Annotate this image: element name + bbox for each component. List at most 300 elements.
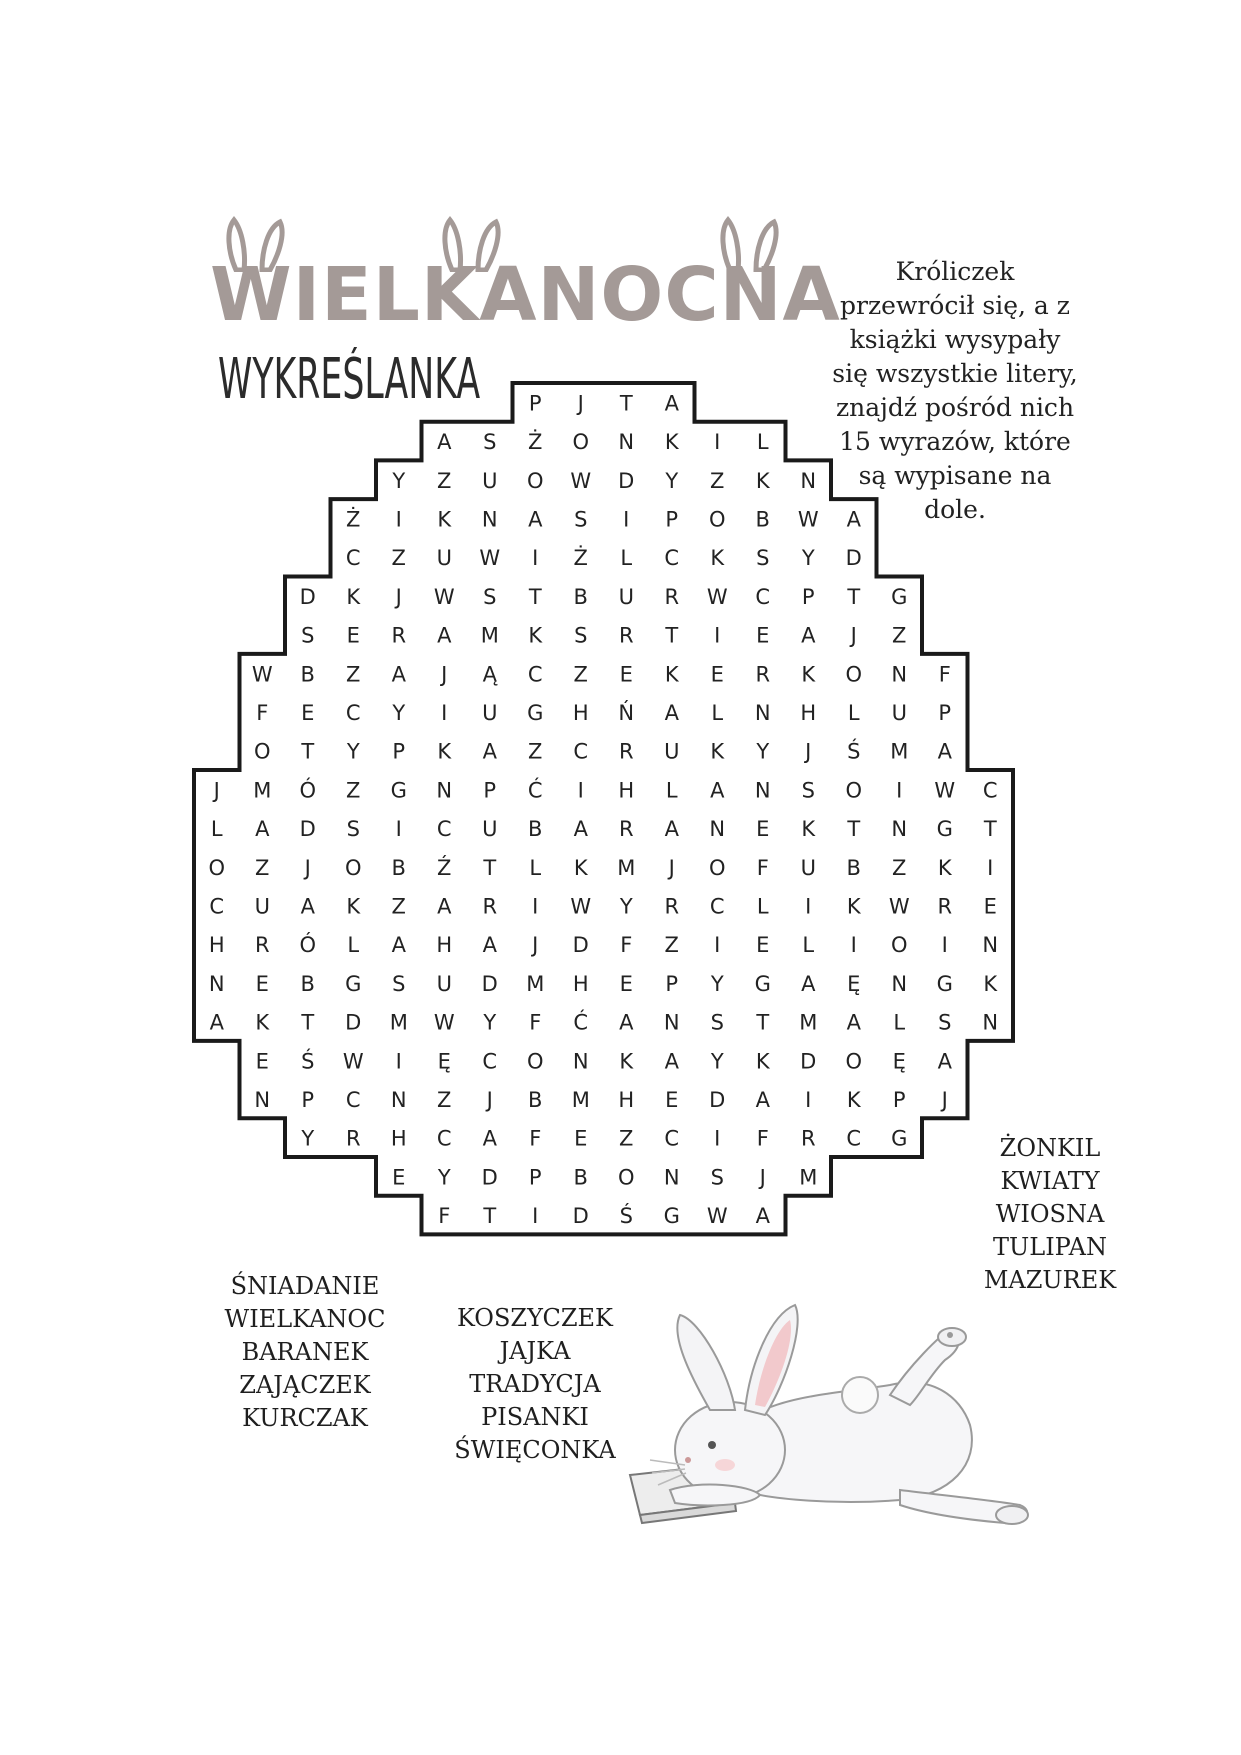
grid-letter: S	[710, 1010, 724, 1035]
grid-letter: M	[890, 739, 909, 764]
grid-letter: F	[438, 1204, 451, 1229]
grid-letter: D	[299, 817, 316, 842]
grid-letter: Ą	[482, 662, 497, 687]
grid-letter: Ć	[527, 778, 543, 803]
word-item: ŚWIĘCONKA	[454, 1436, 616, 1464]
grid-letter: N	[891, 971, 908, 996]
grid-letter: O	[845, 778, 863, 803]
grid-letter: L	[210, 817, 223, 842]
grid-letter: Z	[892, 855, 907, 880]
grid-letter: P	[392, 739, 406, 764]
grid-letter: G	[936, 971, 953, 996]
grid-letter: A	[755, 1204, 770, 1229]
grid-letter: K	[346, 584, 361, 609]
grid-letter: L	[529, 855, 542, 880]
grid-letter: K	[528, 623, 543, 648]
grid-letter: W	[570, 894, 592, 919]
grid-letter: K	[664, 662, 679, 687]
grid-letter: S	[938, 1010, 952, 1035]
grid-letter: J	[486, 1087, 493, 1112]
grid-letter: E	[255, 971, 269, 996]
instruction-line: 15 wyrazów, które	[839, 427, 1071, 456]
grid-letter: C	[664, 1126, 680, 1151]
grid-letter: T	[756, 1010, 770, 1035]
grid-letter: T	[483, 855, 497, 880]
grid-letter: T	[301, 1010, 315, 1035]
grid-letter: I	[577, 778, 584, 803]
grid-letter: Z	[664, 933, 679, 958]
grid-letter: H	[208, 933, 225, 958]
grid-letter: Y	[710, 971, 724, 996]
grid-letter: S	[756, 546, 770, 571]
word-item: MAZUREK	[983, 1266, 1117, 1294]
grid-letter: J	[213, 778, 220, 803]
grid-letter: P	[528, 1165, 542, 1190]
grid-letter: J	[577, 391, 584, 416]
grid-letter: A	[619, 1010, 634, 1035]
grid-letter: Y	[619, 894, 633, 919]
grid-letter: A	[846, 507, 861, 532]
grid-letter: D	[572, 1204, 589, 1229]
grid-letter: D	[709, 1087, 726, 1112]
grid-letter: W	[706, 584, 728, 609]
grid-letter: T	[483, 1204, 497, 1229]
grid-letter: Z	[710, 468, 725, 493]
instruction-line: są wypisane na	[858, 461, 1052, 490]
grid-letter: U	[436, 546, 452, 571]
instruction-line: przewrócił się, a z	[840, 291, 1070, 320]
grid-letter: C	[209, 894, 225, 919]
grid-letter: N	[663, 1010, 680, 1035]
grid-letter: N	[481, 507, 498, 532]
grid-letter: A	[664, 391, 679, 416]
grid-letter: Z	[573, 662, 588, 687]
grid-letter: W	[706, 1204, 728, 1229]
grid-letter: T	[301, 739, 315, 764]
grid-letter: I	[532, 1204, 539, 1229]
grid-letter: B	[846, 855, 861, 880]
grid-letter: G	[891, 1126, 908, 1151]
grid-letter: O	[845, 1049, 863, 1074]
grid-letter: W	[797, 507, 819, 532]
grid-letter: N	[254, 1087, 271, 1112]
grid-letter: A	[437, 623, 452, 648]
grid-letter: N	[800, 468, 817, 493]
grid-letter: W	[888, 894, 910, 919]
grid-letter: E	[255, 1049, 269, 1074]
grid-letter: A	[391, 662, 406, 687]
grid-letter: Ś	[619, 1204, 633, 1229]
grid-letter: I	[441, 700, 448, 725]
grid-letter: S	[392, 971, 406, 996]
grid-letter: B	[573, 1165, 588, 1190]
grid-letter: S	[483, 584, 497, 609]
grid-letter: P	[892, 1087, 906, 1112]
grid-letter: C	[345, 1087, 361, 1112]
grid-letter: H	[800, 700, 817, 725]
grid-letter: P	[665, 971, 679, 996]
grid-letter: U	[800, 855, 816, 880]
grid-letter: A	[755, 1087, 770, 1112]
grid-letter: Y	[392, 700, 406, 725]
grid-letter: J	[395, 584, 402, 609]
grid-letter: K	[801, 817, 816, 842]
grid-letter: I	[395, 817, 402, 842]
grid-letter: L	[847, 700, 860, 725]
grid-letter: E	[665, 1087, 679, 1112]
grid-letter: Z	[391, 546, 406, 571]
grid-letter: N	[982, 933, 999, 958]
grid-letter: A	[801, 971, 816, 996]
grid-letter: S	[574, 623, 588, 648]
grid-letter: N	[572, 1049, 589, 1074]
grid-letter: G	[345, 971, 362, 996]
grid-letter: O	[708, 507, 726, 532]
grid-letter: W	[251, 662, 273, 687]
grid-letter: R	[664, 584, 680, 609]
grid-letter: Y	[801, 546, 815, 571]
grid-letter: F	[529, 1126, 542, 1151]
grid-letter: N	[891, 662, 908, 687]
grid-letter: R	[254, 933, 270, 958]
grid-letter: Z	[346, 778, 361, 803]
grid-letter: Y	[301, 1126, 315, 1151]
word-item: KWIATY	[1000, 1167, 1100, 1195]
grid-letter: R	[391, 623, 407, 648]
grid-letter: O	[344, 855, 362, 880]
grid-letter: E	[574, 1126, 588, 1151]
grid-letter: R	[618, 817, 634, 842]
grid-letter: A	[482, 739, 497, 764]
grid-letter: R	[345, 1126, 361, 1151]
grid-letter: I	[714, 623, 721, 648]
page-subtitle: WYKREŚLANKA	[218, 347, 481, 412]
word-item: ŚNIADANIE	[230, 1272, 380, 1300]
grid-letter: N	[208, 971, 225, 996]
grid-letter: J	[441, 662, 448, 687]
grid-letter: O	[845, 662, 863, 687]
grid-letter: F	[756, 1126, 769, 1151]
grid-letter: G	[663, 1204, 680, 1229]
grid-letter: W	[570, 468, 592, 493]
grid-letter: R	[664, 894, 680, 919]
grid-letter: J	[532, 933, 539, 958]
grid-letter: Ę	[847, 971, 861, 996]
grid-letter: K	[573, 855, 588, 880]
grid-letter: D	[572, 933, 589, 958]
grid-letter: I	[395, 507, 402, 532]
grid-letter: G	[527, 700, 544, 725]
grid-letter: R	[618, 623, 634, 648]
grid-letter: I	[805, 1087, 812, 1112]
grid-letter: E	[756, 817, 770, 842]
grid-letter: A	[664, 1049, 679, 1074]
grid-letter: I	[941, 933, 948, 958]
grid-letter: R	[755, 662, 771, 687]
grid-letter: B	[300, 662, 315, 687]
grid-letter: M	[389, 1010, 408, 1035]
grid-letter: O	[526, 1049, 544, 1074]
grid-letter: Y	[483, 1010, 497, 1035]
grid-letter: G	[936, 817, 953, 842]
grid-letter: A	[437, 894, 452, 919]
instruction-line: książki wysypały	[849, 325, 1061, 354]
grid-letter: Y	[437, 1165, 451, 1190]
grid-letter: E	[983, 894, 997, 919]
grid-letter: D	[481, 971, 498, 996]
grid-letter: N	[436, 778, 453, 803]
grid-letter: L	[347, 933, 360, 958]
grid-letter: I	[714, 1126, 721, 1151]
word-item: ŻONKIL	[999, 1134, 1101, 1162]
grid-letter: E	[392, 1165, 406, 1190]
grid-letter: H	[618, 1087, 635, 1112]
grid-letter: K	[937, 855, 952, 880]
grid-letter: H	[390, 1126, 407, 1151]
grid-letter: O	[617, 1165, 635, 1190]
grid-letter: K	[801, 662, 816, 687]
grid-letter: W	[342, 1049, 364, 1074]
grid-letter: E	[619, 971, 633, 996]
grid-letter: Ń	[618, 700, 635, 725]
grid-letter: I	[805, 894, 812, 919]
grid-letter: E	[756, 623, 770, 648]
grid-letter: Ę	[892, 1049, 906, 1074]
word-item: KOSZYCZEK	[457, 1304, 613, 1332]
word-item: BARANEK	[241, 1338, 369, 1366]
grid-letter: D	[800, 1049, 817, 1074]
grid-letter: E	[710, 662, 724, 687]
grid-letter: C	[436, 817, 452, 842]
grid-letter: T	[847, 817, 861, 842]
grid-letter: N	[663, 1165, 680, 1190]
grid-letter: R	[937, 894, 953, 919]
grid-letter: D	[481, 1165, 498, 1190]
grid-letter: S	[710, 1165, 724, 1190]
word-item: ZAJĄCZEK	[239, 1371, 371, 1399]
grid-letter: I	[395, 1049, 402, 1074]
grid-letter: C	[573, 739, 589, 764]
grid-letter: A	[937, 1049, 952, 1074]
grid-letter: J	[759, 1165, 766, 1190]
grid-letter: K	[755, 468, 770, 493]
grid-letter: Z	[437, 1087, 452, 1112]
grid-letter: A	[710, 778, 725, 803]
grid-letter: U	[436, 971, 452, 996]
grid-letter: Ó	[299, 933, 317, 958]
grid-letter: W	[934, 778, 956, 803]
grid-letter: B	[573, 584, 588, 609]
grid-letter: Y	[392, 468, 406, 493]
grid-letter: Ż	[528, 430, 543, 455]
grid-letter: E	[619, 662, 633, 687]
grid-letter: K	[664, 430, 679, 455]
grid-letter: A	[528, 507, 543, 532]
grid-letter: R	[618, 739, 634, 764]
grid-letter: A	[437, 430, 452, 455]
grid-letter: D	[618, 468, 635, 493]
word-item: WIELKANOC	[224, 1305, 386, 1333]
grid-letter: Z	[437, 468, 452, 493]
instruction-line: znajdź pośród nich	[835, 393, 1075, 422]
grid-letter: J	[941, 1087, 948, 1112]
grid-letter: L	[711, 700, 724, 725]
grid-letter: N	[390, 1087, 407, 1112]
grid-letter: F	[620, 933, 633, 958]
grid-letter: A	[664, 700, 679, 725]
grid-letter: A	[482, 933, 497, 958]
grid-letter: P	[938, 700, 952, 725]
grid-letter: G	[891, 584, 908, 609]
grid-letter: T	[847, 584, 861, 609]
grid-letter: N	[891, 817, 908, 842]
grid-letter: H	[572, 971, 589, 996]
grid-letter: J	[668, 855, 675, 880]
grid-letter: I	[987, 855, 994, 880]
grid-letter: L	[665, 778, 678, 803]
grid-letter: A	[664, 817, 679, 842]
grid-letter: L	[893, 1010, 906, 1035]
grid-letter: W	[479, 546, 501, 571]
grid-letter: P	[665, 507, 679, 532]
grid-letter: F	[756, 855, 769, 880]
grid-letter: M	[253, 778, 272, 803]
grid-letter: K	[710, 739, 725, 764]
grid-letter: R	[800, 1126, 816, 1151]
grid-letter: L	[802, 933, 815, 958]
grid-letter: P	[301, 1087, 315, 1112]
grid-letter: A	[937, 739, 952, 764]
instruction-line: Króliczek	[895, 257, 1015, 286]
grid-letter: O	[708, 855, 726, 880]
grid-letter: H	[436, 933, 453, 958]
grid-letter: M	[480, 623, 499, 648]
grid-letter: C	[482, 1049, 498, 1074]
grid-letter: C	[982, 778, 998, 803]
grid-letter: M	[571, 1087, 590, 1112]
grid-letter: U	[891, 700, 907, 725]
grid-letter: K	[437, 507, 452, 532]
grid-letter: B	[528, 1087, 543, 1112]
grid-letter: P	[801, 584, 815, 609]
grid-letter: S	[346, 817, 360, 842]
grid-letter: I	[896, 778, 903, 803]
grid-letter: R	[482, 894, 498, 919]
grid-letter: T	[665, 623, 679, 648]
grid-letter: U	[482, 817, 498, 842]
title-text: WIELKANOCNA	[210, 252, 841, 338]
grid-letter: L	[756, 894, 769, 919]
grid-letter: Y	[710, 1049, 724, 1074]
grid-letter: P	[528, 391, 542, 416]
grid-letter: Ż	[346, 507, 361, 532]
grid-letter: S	[301, 623, 315, 648]
grid-letter: H	[618, 778, 635, 803]
grid-letter: K	[710, 546, 725, 571]
grid-letter: B	[755, 507, 770, 532]
grid-letter: I	[850, 933, 857, 958]
grid-letter: M	[799, 1165, 818, 1190]
grid-letter: M	[617, 855, 636, 880]
grid-letter: O	[208, 855, 226, 880]
grid-letter: K	[755, 1049, 770, 1074]
grid-letter: S	[483, 430, 497, 455]
word-item: TULIPAN	[993, 1233, 1107, 1261]
grid-letter: Z	[255, 855, 270, 880]
grid-letter: C	[755, 584, 771, 609]
grid-letter: Z	[346, 662, 361, 687]
grid-letter: E	[301, 700, 315, 725]
grid-letter: Z	[892, 623, 907, 648]
grid-letter: C	[664, 546, 680, 571]
grid-letter: Ć	[573, 1010, 589, 1035]
grid-letter: Y	[346, 739, 360, 764]
grid-letter: O	[526, 468, 544, 493]
grid-letter: U	[254, 894, 270, 919]
grid-letter: K	[619, 1049, 634, 1074]
grid-letter: S	[801, 778, 815, 803]
grid-outline	[194, 383, 1013, 1234]
grid-letter: C	[345, 546, 361, 571]
grid-letter: D	[299, 584, 316, 609]
grid-letter: O	[572, 430, 590, 455]
grid-letter: I	[714, 430, 721, 455]
grid-letter: Ś	[301, 1049, 315, 1074]
word-item: TRADYCJA	[469, 1370, 601, 1398]
grid-letter: A	[255, 817, 270, 842]
word-item: WIOSNA	[995, 1200, 1105, 1228]
bunny-illustration	[600, 1275, 1100, 1535]
grid-letter: D	[845, 546, 862, 571]
grid-letter: L	[620, 546, 633, 571]
grid-letter: U	[664, 739, 680, 764]
grid-letter: I	[532, 546, 539, 571]
grid-letter: Y	[665, 468, 679, 493]
grid-letter: Ś	[847, 739, 861, 764]
grid-letter: B	[391, 855, 406, 880]
grid-letter: G	[390, 778, 407, 803]
grid-letter: T	[619, 391, 633, 416]
grid-letter: I	[532, 894, 539, 919]
grid-letter: J	[850, 623, 857, 648]
grid-letter: Y	[756, 739, 770, 764]
grid-letter: J	[304, 855, 311, 880]
grid-letter: Ę	[437, 1049, 451, 1074]
grid-letter: U	[482, 700, 498, 725]
instruction-line: się wszystkie litery,	[832, 359, 1078, 388]
grid-letter: A	[209, 1010, 224, 1035]
grid-letter: M	[526, 971, 545, 996]
grid-letter: Ó	[299, 778, 317, 803]
grid-letter: L	[756, 430, 769, 455]
grid-letter: P	[483, 778, 497, 803]
grid-letter: T	[983, 817, 997, 842]
grid-letter: C	[846, 1126, 862, 1151]
grid-letter: J	[805, 739, 812, 764]
grid-letter: K	[437, 739, 452, 764]
grid-letter: F	[256, 700, 269, 725]
word-list-right	[950, 1132, 1150, 1297]
grid-letter: A	[801, 623, 816, 648]
grid-letter: Z	[391, 894, 406, 919]
grid-letter: U	[618, 584, 634, 609]
grid-letter: K	[846, 894, 861, 919]
grid-letter: A	[846, 1010, 861, 1035]
grid-letter: W	[433, 584, 455, 609]
grid-letter: F	[529, 1010, 542, 1035]
grid-letter: S	[574, 507, 588, 532]
grid-letter: Z	[619, 1126, 634, 1151]
